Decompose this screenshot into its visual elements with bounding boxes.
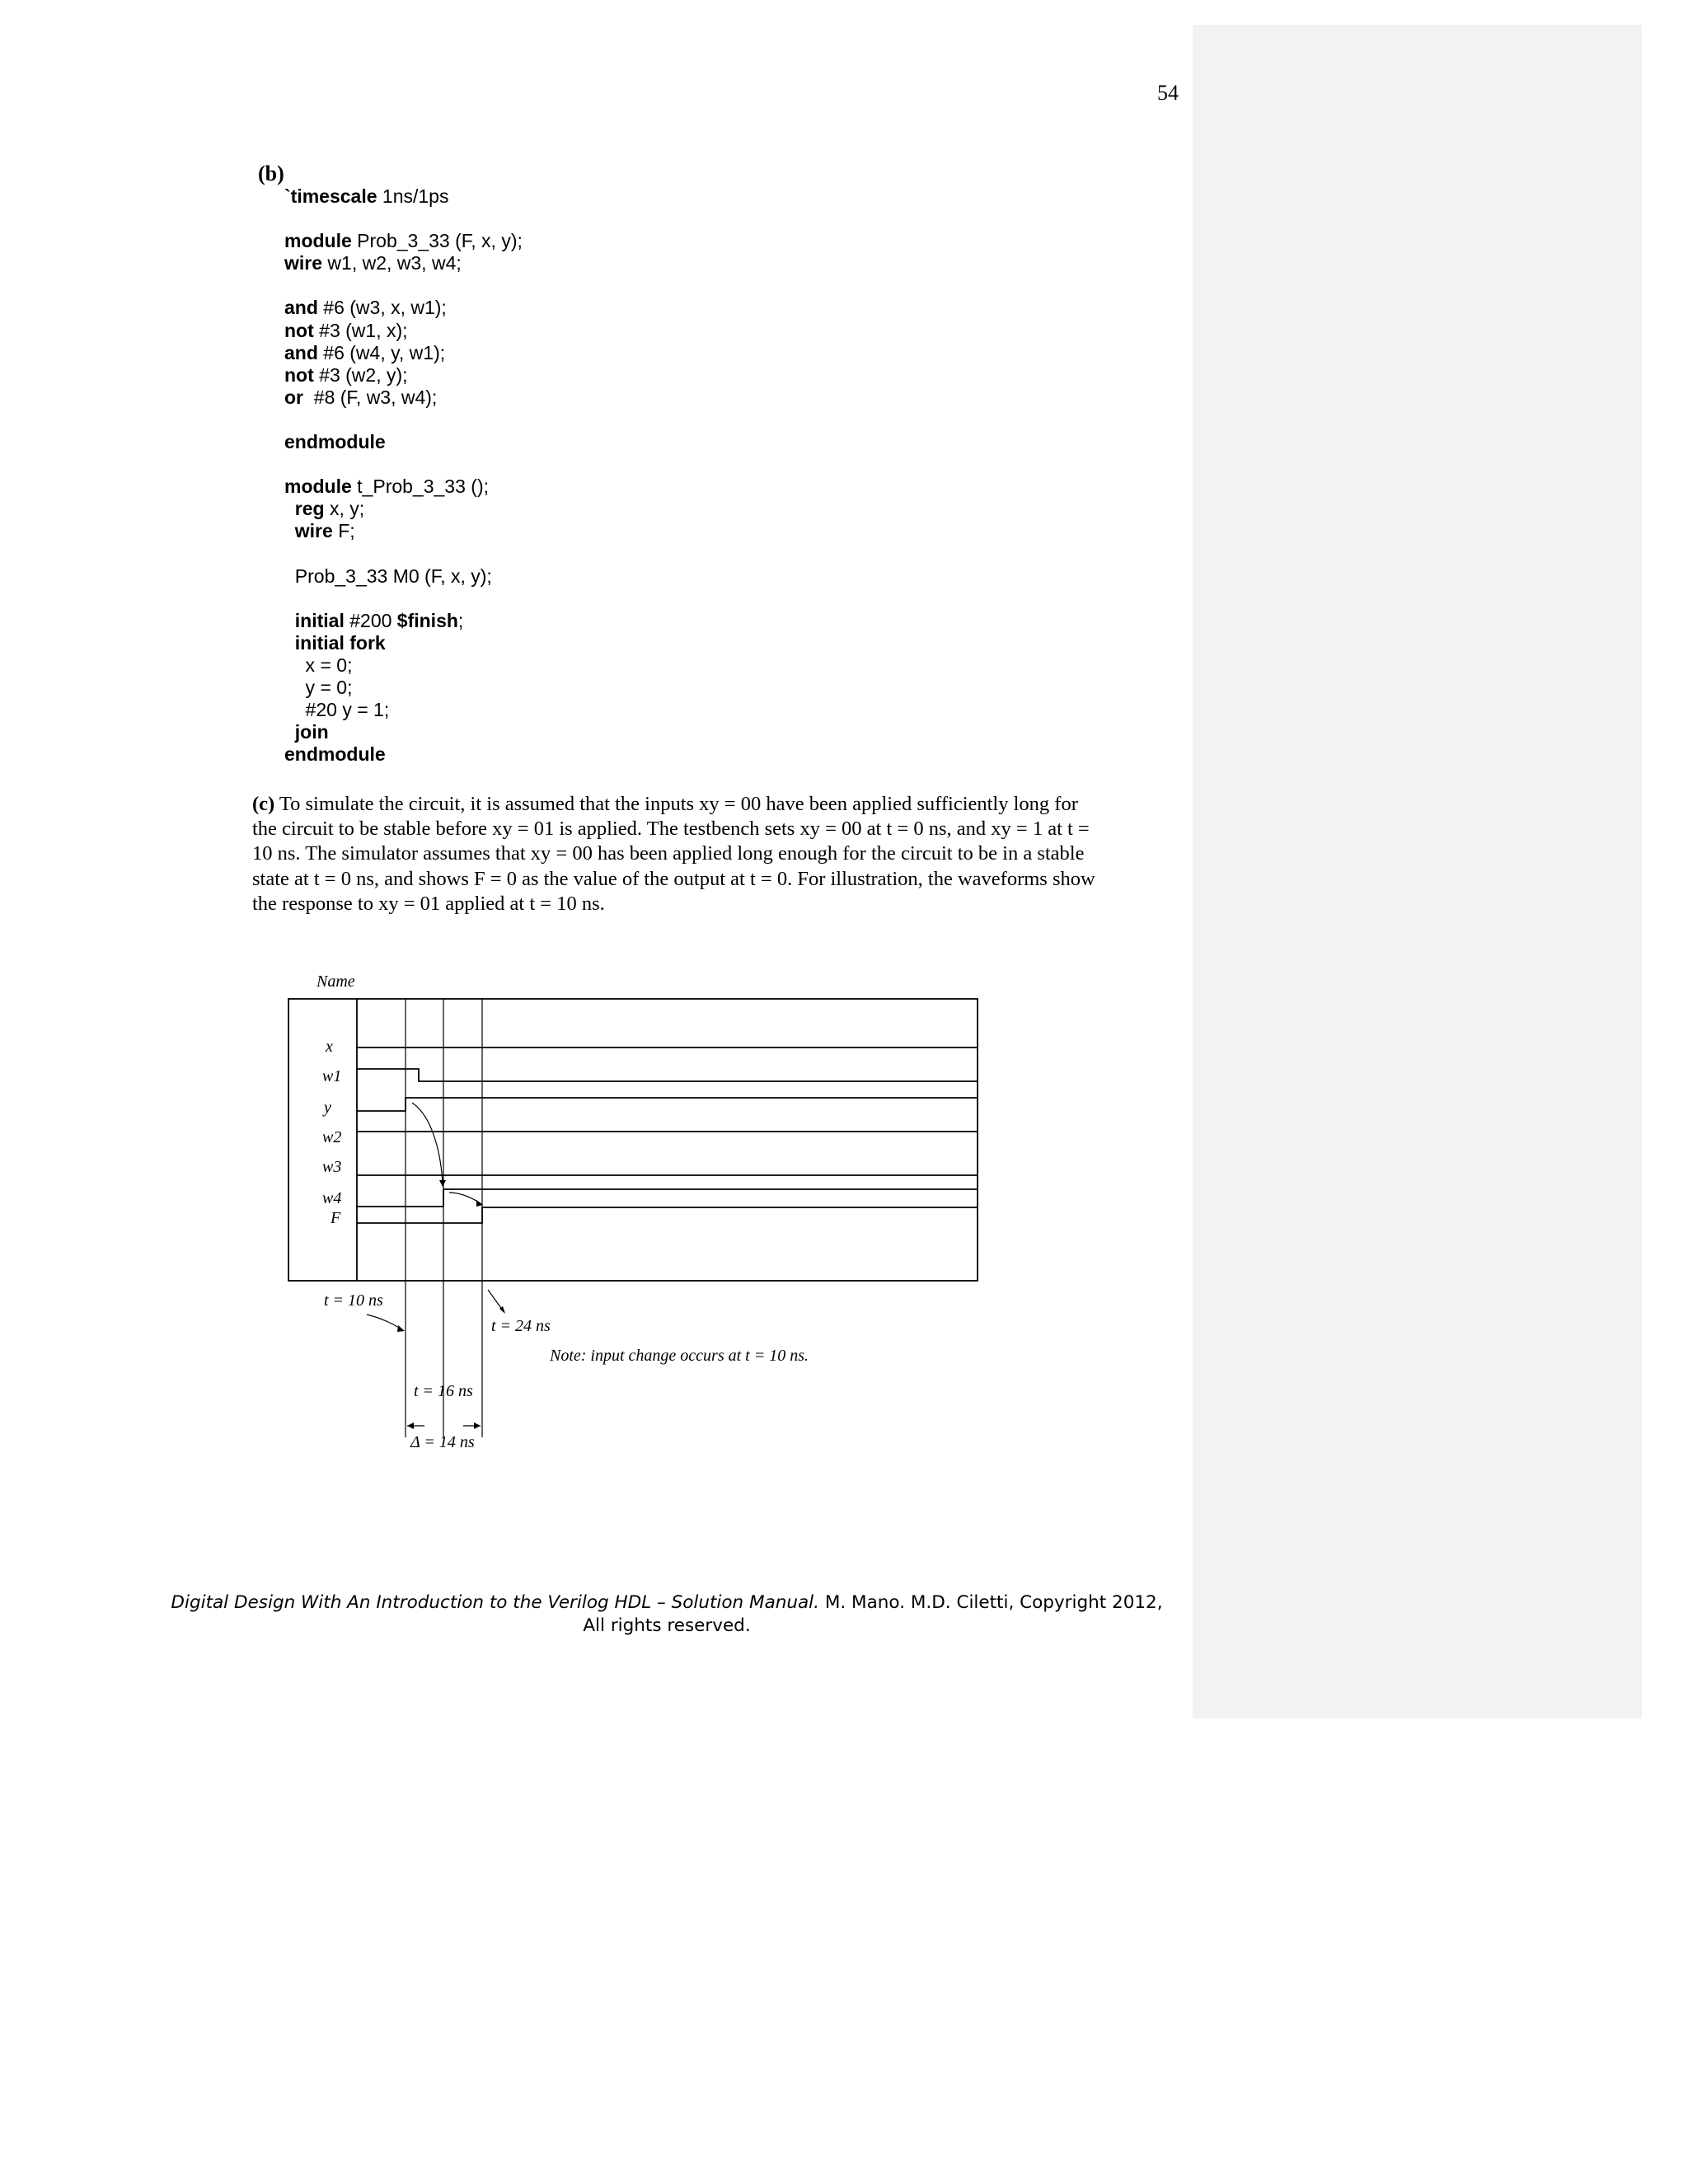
pointer-t10 bbox=[367, 1315, 401, 1329]
delta-arrow-left-head bbox=[407, 1422, 414, 1429]
annotation-delta: Δ = 14 ns bbox=[410, 1433, 475, 1451]
code-text: #3 (w2, y); bbox=[313, 363, 408, 386]
footer-rights: All rights reserved. bbox=[583, 1615, 751, 1636]
delta-arrow-right-head bbox=[474, 1422, 481, 1429]
code-keyword: not bbox=[284, 363, 314, 386]
annotation-note: Note: input change occurs at t = 10 ns. bbox=[550, 1347, 809, 1365]
code-keyword: and bbox=[284, 297, 318, 319]
waveform-F bbox=[357, 1207, 978, 1223]
code-text: #6 (w4, y, w1); bbox=[317, 341, 446, 363]
annotation-t24: t = 24 ns bbox=[491, 1317, 551, 1335]
page-footer bbox=[0, 1591, 1334, 1638]
code-text: #20 y = 1; bbox=[284, 699, 390, 721]
code-keyword: initial bbox=[294, 609, 345, 631]
code-text: ; bbox=[457, 609, 464, 631]
code-text: Prob_3_33 M0 (F, x, y); bbox=[284, 565, 492, 587]
name-header: Name bbox=[316, 972, 355, 991]
waveform-w1 bbox=[357, 1069, 978, 1081]
code-keyword: wire bbox=[294, 520, 333, 542]
code-keyword: and bbox=[284, 341, 318, 363]
causal-arrow-y-to-w4 bbox=[412, 1103, 443, 1183]
paragraph-text: state at t = 0 ns, and shows F = 0 as the value of the output at t = 0. For illustration, the waveforms show bbox=[252, 867, 1095, 890]
pointer-t24 bbox=[488, 1290, 503, 1310]
code-keyword: reg bbox=[294, 498, 325, 520]
paragraph-text: the response to xy = 01 applied at t = 10 ns. bbox=[252, 892, 605, 915]
waveform-w4 bbox=[357, 1189, 978, 1207]
code-keyword: join bbox=[294, 721, 329, 743]
code-keyword: wire bbox=[284, 252, 323, 274]
code-keyword: endmodule bbox=[284, 431, 386, 453]
signal-label-x: x bbox=[326, 1038, 333, 1056]
footer-authors: M. Mano. M.D. Ciletti, Copyright 2012, bbox=[818, 1592, 1163, 1613]
code-keyword: module bbox=[284, 230, 352, 252]
signal-label-F: F bbox=[331, 1209, 341, 1227]
code-text: #6 (w3, x, w1); bbox=[317, 297, 447, 319]
part-b-label: (b) bbox=[258, 162, 284, 185]
waveform-frame bbox=[288, 999, 978, 1281]
code-text: w1, w2, w3, w4; bbox=[322, 252, 462, 274]
signal-label-w3: w3 bbox=[322, 1158, 342, 1176]
footer-title: Digital Design With An Introduction to the Verilog HDL – Solution Manual. bbox=[171, 1592, 819, 1613]
code-keyword: module bbox=[284, 476, 352, 498]
paragraph-text: the circuit to be stable before xy = 01 is applied. The testbench sets xy = 00 at t = 0 ns, and xy = 1 at t = bbox=[252, 818, 1090, 841]
pointer-t10-head bbox=[397, 1325, 405, 1332]
code-text: #3 (w1, x); bbox=[313, 319, 408, 341]
signal-label-w1: w1 bbox=[322, 1067, 342, 1085]
code-text: #200 bbox=[344, 609, 397, 631]
code-text: t_Prob_3_33 (); bbox=[351, 476, 489, 498]
causal-arrowhead-1 bbox=[439, 1180, 446, 1187]
code-text: y = 0; bbox=[284, 677, 353, 699]
code-text: 1ns/1ps bbox=[377, 185, 449, 207]
waveform-y bbox=[357, 1098, 978, 1111]
code-keyword: endmodule bbox=[284, 743, 386, 766]
code-text: F; bbox=[332, 520, 355, 542]
annotation-t16: t = 16 ns bbox=[414, 1382, 473, 1400]
signal-label-w2: w2 bbox=[322, 1128, 342, 1146]
part-c-label: (c) bbox=[252, 793, 275, 815]
paragraph-text: To simulate the circuit, it is assumed that the inputs xy = 00 have been applied sufficiently long for bbox=[274, 793, 1078, 815]
code-text: x, y; bbox=[324, 498, 365, 520]
code-keyword: initial fork bbox=[294, 631, 386, 654]
footer-line-1 bbox=[0, 1591, 1334, 1615]
code-text: Prob_3_33 (F, x, y); bbox=[351, 230, 523, 252]
signal-label-y: y bbox=[324, 1099, 331, 1117]
annotation-t10: t = 10 ns bbox=[324, 1291, 383, 1310]
page-number: 54 bbox=[1157, 81, 1179, 105]
paragraph-text: 10 ns. The simulator assumes that xy = 00 has been applied long enough for the circuit to be in a stable bbox=[252, 842, 1085, 865]
code-keyword: or bbox=[284, 386, 303, 408]
code-text: x = 0; bbox=[284, 654, 353, 676]
signal-label-w4: w4 bbox=[322, 1189, 342, 1207]
code-keyword: `timescale bbox=[284, 185, 377, 207]
causal-arrow-w4-to-F bbox=[449, 1193, 481, 1203]
code-keyword: $finish bbox=[396, 609, 458, 631]
code-keyword: not bbox=[284, 319, 314, 341]
code-text: #8 (F, w3, w4); bbox=[303, 386, 438, 408]
